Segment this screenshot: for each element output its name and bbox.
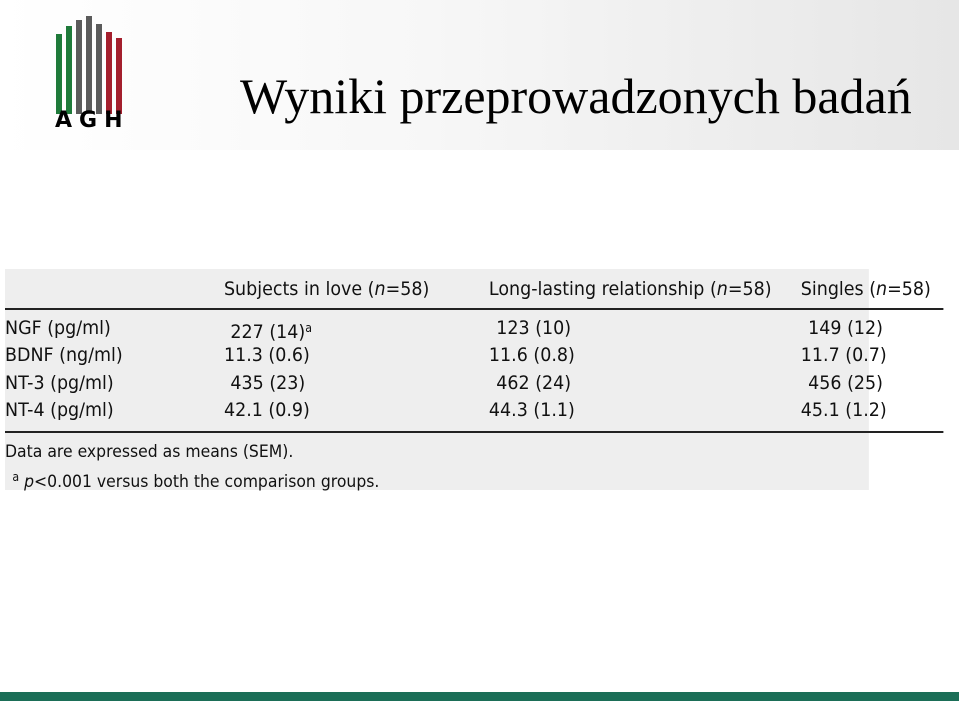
- table-note-means: Data are expressed as means (SEM).: [5, 442, 294, 462]
- cell-nt3-love: 435 (23): [230, 372, 306, 394]
- cell-nt3-singles: 456 (25): [808, 372, 883, 394]
- cell-bdnf-love: 11.3 (0.6): [223, 344, 310, 366]
- logo-text: AGH: [55, 108, 130, 133]
- table-note-significance: $^a$ p<0.001 versus both the comparison groups.: [12, 470, 380, 492]
- cell-ngf-love: 227 $(14)^a$: [230, 321, 312, 343]
- cell-bdnf-long: 11.6 (0.8): [488, 344, 575, 366]
- header-rule: [5, 308, 943, 310]
- column-header-subjects-in-love: Subjects in love (n=58): [223, 278, 430, 300]
- page-title: Wyniki przeprowadzonych badań: [240, 68, 912, 124]
- cell-nt4-long: 44.3 (1.1): [488, 399, 575, 421]
- footer-rule: [5, 431, 943, 433]
- row-label-bdnf: BDNF (ng/ml): [5, 344, 123, 366]
- row-label-nt4: NT-4 (pg/ml): [5, 399, 114, 421]
- cell-bdnf-singles: 11.7 (0.7): [800, 344, 887, 366]
- cell-nt4-love: 42.1 (0.9): [223, 399, 310, 421]
- column-header-long-lasting: Long-lasting relationship (n=58): [488, 278, 772, 300]
- cell-nt3-long: 462 (24): [496, 372, 572, 394]
- row-label-nt3: NT-3 (pg/ml): [5, 372, 114, 394]
- slide-header: [0, 0, 959, 150]
- footer-bar: [0, 692, 959, 701]
- row-label-ngf: NGF (pg/ml): [5, 317, 111, 339]
- cell-nt4-singles: 45.1 (1.2): [800, 399, 887, 421]
- results-table: [5, 269, 931, 492]
- cell-ngf-long: 123 (10): [496, 317, 572, 339]
- cell-ngf-singles: 149 (12): [808, 317, 883, 339]
- column-header-singles: Singles (n=58): [800, 278, 931, 300]
